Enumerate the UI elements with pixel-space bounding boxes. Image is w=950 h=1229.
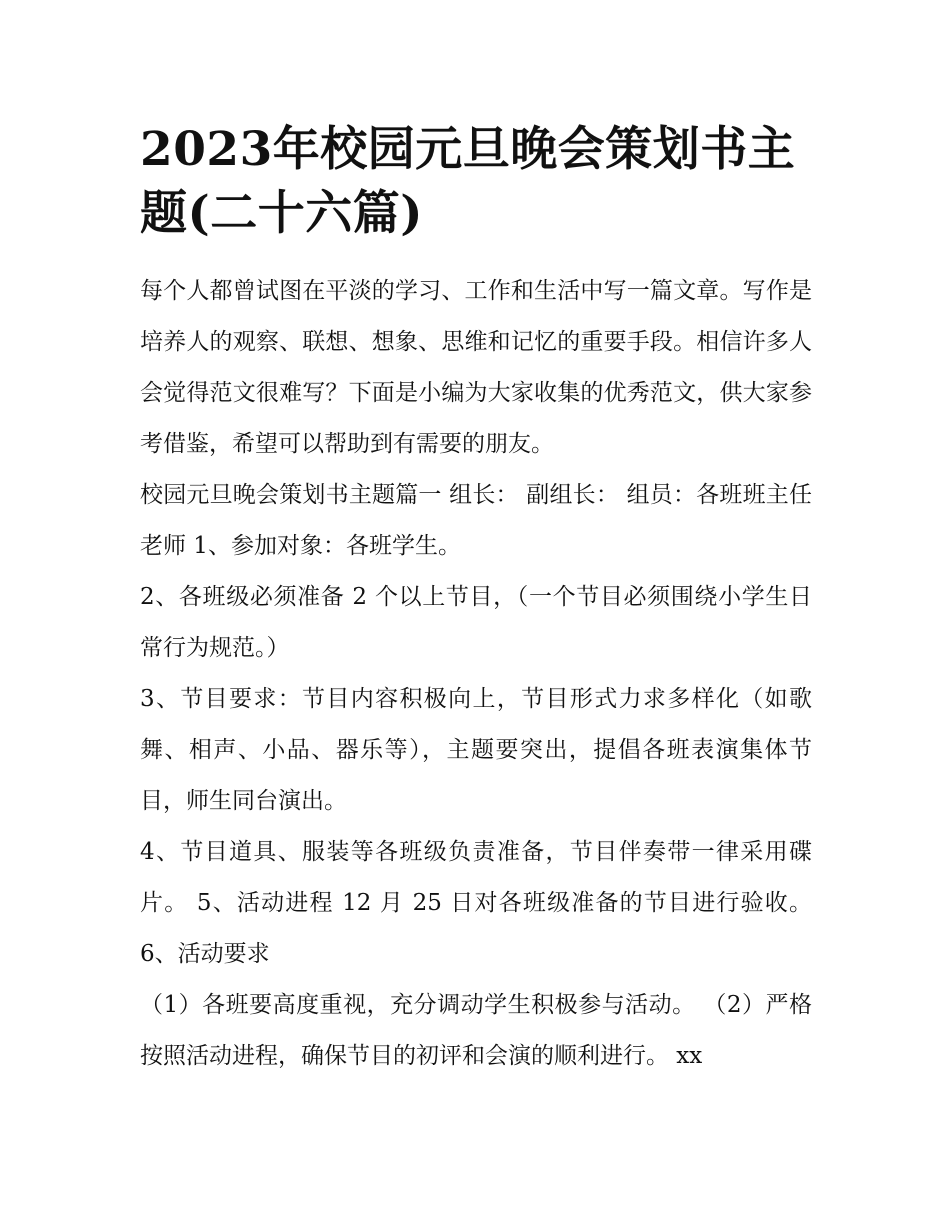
paragraph-item-3: 3、节目要求：节目内容积极向上，节目形式力求多样化（如歌舞、相声、小品、器乐等），主题要突出，提倡各班表演集体节目，师生同台演出。: [140, 686, 812, 814]
paragraph-intro: 每个人都曾试图在平淡的学习、工作和生活中写一篇文章。写作是培养人的观察、联想、想象、思维和记忆的重要手段。相信许多人会觉得范文很难写？下面是小编为大家收集的优秀范文，供大家参考借鉴，希望可以帮助到有需要的朋友。: [140, 278, 812, 457]
document-body: [140, 118, 812, 1082]
paragraph-organization: 校园元旦晚会策划书主题篇一 组长： 副组长： 组员：各班班主任老师 1、参加对象：各班学生。: [140, 482, 812, 559]
paragraph-item-4: 4、节目道具、服装等各班级负责准备，节目伴奏带一律采用碟片。 5、活动进程 12 月 25 日对各班级准备的节目进行验收。 6、活动要求: [140, 839, 812, 967]
document-title: 2023年校园元旦晚会策划书主题(二十六篇): [140, 122, 796, 241]
paragraph-item-2: 2、各班级必须准备 2 个以上节目，（一个节目必须围绕小学生日常行为规范。）: [140, 584, 812, 661]
paragraph-requirements: （1）各班要高度重视，充分调动学生积极参与活动。 （2）严格按照活动进程，确保节目的初评和会演的顺利进行。 xx: [140, 992, 812, 1069]
